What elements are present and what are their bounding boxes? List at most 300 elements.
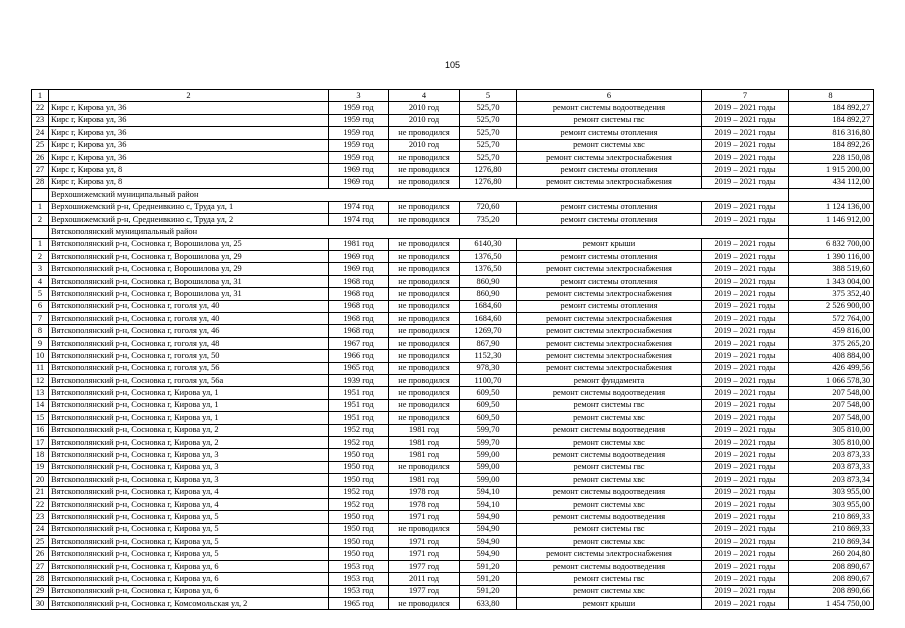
table-row — [32, 498, 874, 510]
cost-cell: 572 764,00 — [789, 313, 874, 325]
last-repair-cell: не проводился — [389, 313, 460, 325]
area-cell: 1100,70 — [460, 374, 517, 386]
area-cell: 1376,50 — [460, 251, 517, 263]
work-type-cell: ремонт системы гвс — [517, 573, 702, 585]
cost-cell: 388 519,60 — [789, 263, 874, 275]
last-repair-cell: не проводился — [389, 523, 460, 535]
last-repair-cell: не проводился — [389, 275, 460, 287]
cost-cell: 228 150,08 — [789, 151, 874, 163]
row-number-cell: 24 — [32, 127, 49, 139]
period-cell: 2019 – 2021 годы — [702, 585, 789, 597]
area-cell: 860,90 — [460, 288, 517, 300]
work-type-cell: ремонт фундамента — [517, 374, 702, 386]
address-cell: Вятскополянский р-н, Сосновка г, Ворошилова ул, 29 — [49, 251, 329, 263]
last-repair-cell: не проводился — [389, 350, 460, 362]
work-type-cell: ремонт крыши — [517, 238, 702, 250]
area-cell: 525,70 — [460, 114, 517, 126]
last-repair-cell: не проводился — [389, 598, 460, 610]
cost-cell: 207 548,00 — [789, 387, 874, 399]
built-year-cell: 1968 год — [329, 313, 389, 325]
address-cell: Вятскополянский р-н, Сосновка г, гоголя ул, 56 — [49, 362, 329, 374]
period-cell: 2019 – 2021 годы — [702, 238, 789, 250]
area-cell: 867,90 — [460, 337, 517, 349]
row-number-cell: 25 — [32, 536, 49, 548]
last-repair-cell: не проводился — [389, 176, 460, 188]
address-cell: Вятскополянский р-н, Сосновка г, Кирова ул, 5 — [49, 511, 329, 523]
address-cell: Вятскополянский р-н, Сосновка г, Ворошилова ул, 29 — [49, 263, 329, 275]
last-repair-cell: не проводился — [389, 300, 460, 312]
area-cell: 735,20 — [460, 213, 517, 225]
address-cell: Вятскополянский р-н, Сосновка г, Кирова ул, 5 — [49, 523, 329, 535]
last-repair-cell: 2010 год — [389, 139, 460, 151]
table-row — [32, 436, 874, 448]
last-repair-cell: 1981 год — [389, 474, 460, 486]
row-number-cell: 22 — [32, 102, 49, 114]
built-year-cell: 1959 год — [329, 127, 389, 139]
row-number-cell: 4 — [32, 275, 49, 287]
row-number-cell: 12 — [32, 374, 49, 386]
address-cell: Вятскополянский р-н, Сосновка г, Кирова ул, 5 — [49, 536, 329, 548]
period-cell: 2019 – 2021 годы — [702, 362, 789, 374]
last-repair-cell: 1981 год — [389, 436, 460, 448]
address-cell: Кирс г, Кирова ул, 36 — [49, 139, 329, 151]
cost-cell: 207 548,00 — [789, 399, 874, 411]
address-cell: Вятскополянский р-н, Сосновка г, Кирова ул, 2 — [49, 424, 329, 436]
table-row — [32, 374, 874, 386]
row-number-cell: 26 — [32, 151, 49, 163]
address-cell: Вятскополянский р-н, Сосновка г, Ворошилова ул, 31 — [49, 288, 329, 300]
row-number-cell: 15 — [32, 412, 49, 424]
column-header: 8 — [789, 90, 874, 102]
row-number-cell: 19 — [32, 461, 49, 473]
work-type-cell: ремонт системы электроснабжения — [517, 151, 702, 163]
section-row — [32, 226, 874, 238]
table-row — [32, 399, 874, 411]
period-cell: 2019 – 2021 годы — [702, 374, 789, 386]
cost-cell: 303 955,00 — [789, 498, 874, 510]
period-cell: 2019 – 2021 годы — [702, 164, 789, 176]
work-type-cell: ремонт системы электроснабжения — [517, 176, 702, 188]
built-year-cell: 1950 год — [329, 511, 389, 523]
address-cell: Вятскополянский р-н, Сосновка г, Кирова ул, 1 — [49, 399, 329, 411]
cost-cell: 184 892,26 — [789, 139, 874, 151]
table-row — [32, 573, 874, 585]
cost-cell: 208 890,66 — [789, 585, 874, 597]
table-row — [32, 288, 874, 300]
table-row — [32, 151, 874, 163]
built-year-cell: 1967 год — [329, 337, 389, 349]
built-year-cell: 1950 год — [329, 523, 389, 535]
area-cell: 1152,30 — [460, 350, 517, 362]
last-repair-cell: не проводился — [389, 213, 460, 225]
built-year-cell: 1959 год — [329, 151, 389, 163]
column-header: 1 — [32, 90, 49, 102]
work-type-cell: ремонт системы хвс — [517, 474, 702, 486]
work-type-cell: ремонт системы водоотведения — [517, 424, 702, 436]
area-cell: 1269,70 — [460, 325, 517, 337]
period-cell: 2019 – 2021 годы — [702, 139, 789, 151]
work-type-cell: ремонт системы водоотведения — [517, 449, 702, 461]
table-row — [32, 598, 874, 610]
built-year-cell: 1950 год — [329, 449, 389, 461]
area-cell: 1684,60 — [460, 313, 517, 325]
column-header: 6 — [517, 90, 702, 102]
row-number-cell: 10 — [32, 350, 49, 362]
last-repair-cell: не проводился — [389, 374, 460, 386]
column-header: 2 — [49, 90, 329, 102]
table-row — [32, 486, 874, 498]
built-year-cell: 1974 год — [329, 213, 389, 225]
table-row — [32, 523, 874, 535]
address-cell: Кирс г, Кирова ул, 36 — [49, 151, 329, 163]
cost-cell: 210 869,33 — [789, 511, 874, 523]
area-cell: 1376,50 — [460, 263, 517, 275]
period-cell: 2019 – 2021 годы — [702, 114, 789, 126]
work-type-cell: ремонт системы отопления — [517, 201, 702, 213]
area-cell: 599,00 — [460, 474, 517, 486]
last-repair-cell: не проводился — [389, 325, 460, 337]
period-cell: 2019 – 2021 годы — [702, 424, 789, 436]
address-cell: Вятскополянский р-н, Сосновка г, Кирова ул, 6 — [49, 560, 329, 572]
table-row — [32, 102, 874, 114]
work-type-cell: ремонт системы электроснабжения — [517, 362, 702, 374]
cost-cell: 375 265,20 — [789, 337, 874, 349]
built-year-cell: 1951 год — [329, 387, 389, 399]
built-year-cell: 1969 год — [329, 176, 389, 188]
work-type-cell: ремонт системы отопления — [517, 127, 702, 139]
cost-cell: 1 454 750,00 — [789, 598, 874, 610]
last-repair-cell: 1977 год — [389, 585, 460, 597]
period-cell: 2019 – 2021 годы — [702, 313, 789, 325]
row-number-cell: 25 — [32, 139, 49, 151]
area-cell: 860,90 — [460, 275, 517, 287]
work-type-cell: ремонт системы водоотведения — [517, 486, 702, 498]
period-cell: 2019 – 2021 годы — [702, 498, 789, 510]
area-cell: 594,10 — [460, 498, 517, 510]
area-cell: 609,50 — [460, 412, 517, 424]
work-type-cell: ремонт системы электроснабжения — [517, 263, 702, 275]
cost-cell: 207 548,00 — [789, 412, 874, 424]
address-cell: Верхошижемский р-н, Среднеивкино с, Труда ул, 2 — [49, 213, 329, 225]
cost-cell: 184 892,27 — [789, 102, 874, 114]
period-cell: 2019 – 2021 годы — [702, 560, 789, 572]
work-type-cell: ремонт системы водоотведения — [517, 387, 702, 399]
last-repair-cell: не проводился — [389, 412, 460, 424]
last-repair-cell: 1981 год — [389, 424, 460, 436]
cost-cell: 210 869,34 — [789, 536, 874, 548]
cost-cell: 208 890,67 — [789, 560, 874, 572]
row-number-cell: 24 — [32, 523, 49, 535]
built-year-cell: 1959 год — [329, 139, 389, 151]
last-repair-cell: 1971 год — [389, 536, 460, 548]
table-row — [32, 474, 874, 486]
last-repair-cell: 1978 год — [389, 498, 460, 510]
period-cell: 2019 – 2021 годы — [702, 436, 789, 448]
last-repair-cell: не проводился — [389, 387, 460, 399]
area-cell: 591,20 — [460, 560, 517, 572]
row-number-cell: 26 — [32, 548, 49, 560]
period-cell: 2019 – 2021 годы — [702, 151, 789, 163]
table-row — [32, 560, 874, 572]
address-cell: Вятскополянский р-н, Сосновка г, Кирова ул, 3 — [49, 461, 329, 473]
area-cell: 525,70 — [460, 139, 517, 151]
cost-cell: 210 869,33 — [789, 523, 874, 535]
area-cell: 978,30 — [460, 362, 517, 374]
work-type-cell: ремонт системы отопления — [517, 164, 702, 176]
work-type-cell: ремонт системы электроснабжения — [517, 350, 702, 362]
last-repair-cell: 1977 год — [389, 560, 460, 572]
address-cell: Кирс г, Кирова ул, 36 — [49, 102, 329, 114]
row-number-cell: 30 — [32, 598, 49, 610]
table-row — [32, 114, 874, 126]
area-cell: 720,60 — [460, 201, 517, 213]
row-number-cell: 9 — [32, 337, 49, 349]
address-cell: Вятскополянский р-н, Сосновка г, Кирова ул, 3 — [49, 449, 329, 461]
period-cell: 2019 – 2021 годы — [702, 387, 789, 399]
last-repair-cell: 1971 год — [389, 548, 460, 560]
area-cell: 525,70 — [460, 102, 517, 114]
cost-cell: 426 499,56 — [789, 362, 874, 374]
period-cell: 2019 – 2021 годы — [702, 523, 789, 535]
built-year-cell: 1969 год — [329, 251, 389, 263]
table-row — [32, 325, 874, 337]
row-number-cell: 2 — [32, 251, 49, 263]
address-cell: Кирс г, Кирова ул, 8 — [49, 176, 329, 188]
work-type-cell: ремонт системы водоотведения — [517, 102, 702, 114]
area-cell: 599,70 — [460, 436, 517, 448]
period-cell: 2019 – 2021 годы — [702, 288, 789, 300]
repair-schedule-table — [31, 89, 874, 610]
row-number-cell: 29 — [32, 585, 49, 597]
area-cell: 591,20 — [460, 573, 517, 585]
row-number-cell: 2 — [32, 213, 49, 225]
row-number-cell: 20 — [32, 474, 49, 486]
built-year-cell: 1950 год — [329, 461, 389, 473]
cost-cell: 260 204,80 — [789, 548, 874, 560]
built-year-cell: 1950 год — [329, 536, 389, 548]
period-cell: 2019 – 2021 годы — [702, 449, 789, 461]
area-cell: 1684,60 — [460, 300, 517, 312]
area-cell: 599,70 — [460, 424, 517, 436]
period-cell: 2019 – 2021 годы — [702, 412, 789, 424]
table-row — [32, 251, 874, 263]
area-cell: 6140,30 — [460, 238, 517, 250]
address-cell: Вятскополянский р-н, Сосновка г, Кирова ул, 6 — [49, 585, 329, 597]
row-number-cell: 11 — [32, 362, 49, 374]
last-repair-cell: не проводился — [389, 251, 460, 263]
row-number-cell — [32, 226, 49, 238]
table-row — [32, 461, 874, 473]
address-cell: Вятскополянский р-н, Сосновка г, Кирова ул, 3 — [49, 474, 329, 486]
built-year-cell: 1968 год — [329, 275, 389, 287]
table-row — [32, 139, 874, 151]
built-year-cell: 1981 год — [329, 238, 389, 250]
table-row — [32, 127, 874, 139]
built-year-cell: 1953 год — [329, 585, 389, 597]
row-number-cell: 16 — [32, 424, 49, 436]
built-year-cell: 1959 год — [329, 102, 389, 114]
table-row — [32, 164, 874, 176]
period-cell: 2019 – 2021 годы — [702, 548, 789, 560]
period-cell: 2019 – 2021 годы — [702, 337, 789, 349]
table-row — [32, 263, 874, 275]
work-type-cell: ремонт системы отопления — [517, 251, 702, 263]
cost-cell: 203 873,33 — [789, 461, 874, 473]
period-cell: 2019 – 2021 годы — [702, 325, 789, 337]
cost-cell: 208 890,67 — [789, 573, 874, 585]
built-year-cell: 1969 год — [329, 263, 389, 275]
table-row — [32, 176, 874, 188]
table-row — [32, 387, 874, 399]
built-year-cell: 1959 год — [329, 114, 389, 126]
work-type-cell: ремонт системы электроснабжения — [517, 337, 702, 349]
work-type-cell: ремонт системы хвс — [517, 412, 702, 424]
column-header: 5 — [460, 90, 517, 102]
cost-cell: 408 884,00 — [789, 350, 874, 362]
area-cell: 594,90 — [460, 511, 517, 523]
table-row — [32, 424, 874, 436]
cost-cell: 434 112,00 — [789, 176, 874, 188]
row-number-cell: 23 — [32, 114, 49, 126]
period-cell: 2019 – 2021 годы — [702, 127, 789, 139]
built-year-cell: 1965 год — [329, 362, 389, 374]
column-header: 3 — [329, 90, 389, 102]
period-cell: 2019 – 2021 годы — [702, 598, 789, 610]
row-number-cell: 27 — [32, 560, 49, 572]
table-row — [32, 238, 874, 250]
cost-cell — [789, 189, 874, 201]
built-year-cell: 1950 год — [329, 474, 389, 486]
row-number-cell: 18 — [32, 449, 49, 461]
work-type-cell: ремонт системы отопления — [517, 275, 702, 287]
built-year-cell: 1968 год — [329, 325, 389, 337]
cost-cell: 303 955,00 — [789, 486, 874, 498]
row-number-cell: 14 — [32, 399, 49, 411]
last-repair-cell: не проводился — [389, 399, 460, 411]
table-row — [32, 213, 874, 225]
row-number-cell: 21 — [32, 486, 49, 498]
work-type-cell: ремонт системы электроснабжения — [517, 548, 702, 560]
period-cell: 2019 – 2021 годы — [702, 263, 789, 275]
area-cell: 525,70 — [460, 151, 517, 163]
row-number-cell: 6 — [32, 300, 49, 312]
built-year-cell: 1953 год — [329, 560, 389, 572]
work-type-cell: ремонт системы отопления — [517, 213, 702, 225]
row-number-cell: 22 — [32, 498, 49, 510]
address-cell: Вятскополянский р-н, Сосновка г, Кирова ул, 5 — [49, 548, 329, 560]
work-type-cell: ремонт системы гвс — [517, 523, 702, 535]
area-cell: 594,90 — [460, 536, 517, 548]
last-repair-cell: 1971 год — [389, 511, 460, 523]
built-year-cell: 1950 год — [329, 548, 389, 560]
built-year-cell: 1953 год — [329, 573, 389, 585]
last-repair-cell: 2011 год — [389, 573, 460, 585]
period-cell: 2019 – 2021 годы — [702, 474, 789, 486]
address-cell: Вятскополянский р-н, Сосновка г, Кирова ул, 1 — [49, 412, 329, 424]
row-number-cell: 13 — [32, 387, 49, 399]
row-number-cell — [32, 189, 49, 201]
cost-cell: 203 873,34 — [789, 474, 874, 486]
address-cell: Кирс г, Кирова ул, 36 — [49, 114, 329, 126]
period-cell: 2019 – 2021 годы — [702, 350, 789, 362]
built-year-cell: 1969 год — [329, 164, 389, 176]
table-row — [32, 548, 874, 560]
address-cell: Вятскополянский р-н, Сосновка г, гоголя ул, 46 — [49, 325, 329, 337]
cost-cell: 1 124 136,00 — [789, 201, 874, 213]
work-type-cell: ремонт системы водоотведения — [517, 511, 702, 523]
table-row — [32, 412, 874, 424]
built-year-cell: 1974 год — [329, 201, 389, 213]
cost-cell: 1 343 004,00 — [789, 275, 874, 287]
table-row — [32, 201, 874, 213]
last-repair-cell: не проводился — [389, 288, 460, 300]
table-row — [32, 337, 874, 349]
period-cell: 2019 – 2021 годы — [702, 213, 789, 225]
built-year-cell: 1952 год — [329, 486, 389, 498]
built-year-cell: 1952 год — [329, 436, 389, 448]
table-body — [32, 90, 874, 610]
row-number-cell: 28 — [32, 176, 49, 188]
period-cell: 2019 – 2021 годы — [702, 300, 789, 312]
table-row — [32, 585, 874, 597]
work-type-cell: ремонт системы хвс — [517, 498, 702, 510]
table-row — [32, 350, 874, 362]
area-cell: 1276,80 — [460, 164, 517, 176]
period-cell: 2019 – 2021 годы — [702, 511, 789, 523]
last-repair-cell: не проводился — [389, 127, 460, 139]
address-cell: Вятскополянский р-н, Сосновка г, гоголя ул, 40 — [49, 300, 329, 312]
address-cell: Вятскополянский р-н, Сосновка г, Кирова ул, 2 — [49, 436, 329, 448]
cost-cell — [789, 226, 874, 238]
period-cell: 2019 – 2021 годы — [702, 399, 789, 411]
last-repair-cell: не проводился — [389, 362, 460, 374]
built-year-cell: 1951 год — [329, 399, 389, 411]
area-cell: 1276,80 — [460, 176, 517, 188]
work-type-cell: ремонт системы хвс — [517, 436, 702, 448]
work-type-cell: ремонт системы хвс — [517, 139, 702, 151]
column-header: 4 — [389, 90, 460, 102]
period-cell: 2019 – 2021 годы — [702, 176, 789, 188]
work-type-cell: ремонт системы электроснабжения — [517, 288, 702, 300]
address-cell: Вятскополянский р-н, Сосновка г, Ворошилова ул, 31 — [49, 275, 329, 287]
cost-cell: 305 810,00 — [789, 424, 874, 436]
period-cell: 2019 – 2021 годы — [702, 201, 789, 213]
last-repair-cell: не проводился — [389, 263, 460, 275]
work-type-cell: ремонт системы водоотведения — [517, 560, 702, 572]
table-row — [32, 313, 874, 325]
built-year-cell: 1951 год — [329, 412, 389, 424]
address-cell: Вятскополянский р-н, Сосновка г, Кирова ул, 6 — [49, 573, 329, 585]
address-cell: Вятскополянский р-н, Сосновка г, Кирова ул, 1 — [49, 387, 329, 399]
built-year-cell: 1966 год — [329, 350, 389, 362]
row-number-cell: 7 — [32, 313, 49, 325]
address-cell: Вятскополянский р-н, Сосновка г, Кирова ул, 4 — [49, 486, 329, 498]
work-type-cell: ремонт системы электроснабжения — [517, 325, 702, 337]
last-repair-cell: не проводился — [389, 164, 460, 176]
period-cell: 2019 – 2021 годы — [702, 102, 789, 114]
built-year-cell: 1952 год — [329, 498, 389, 510]
cost-cell: 1 390 116,00 — [789, 251, 874, 263]
table-row — [32, 511, 874, 523]
area-cell: 594,10 — [460, 486, 517, 498]
last-repair-cell: 1978 год — [389, 486, 460, 498]
work-type-cell: ремонт системы отопления — [517, 300, 702, 312]
period-cell: 2019 – 2021 годы — [702, 461, 789, 473]
address-cell: Вятскополянский р-н, Сосновка г, гоголя ул, 48 — [49, 337, 329, 349]
address-cell: Вятскополянский р-н, Сосновка г, гоголя ул, 56а — [49, 374, 329, 386]
built-year-cell: 1939 год — [329, 374, 389, 386]
work-type-cell: ремонт системы гвс — [517, 114, 702, 126]
